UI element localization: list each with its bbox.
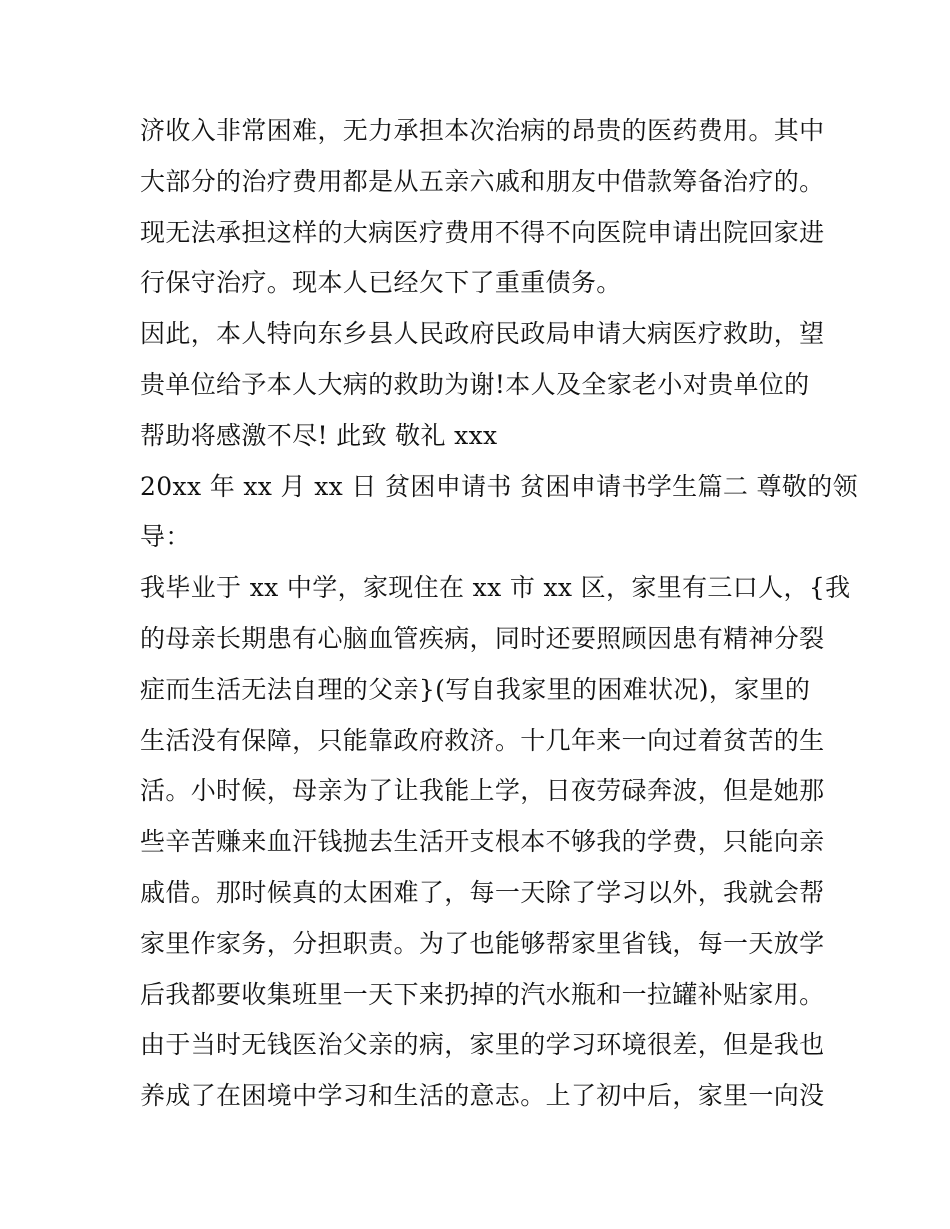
text-line: 些辛苦赚来血汗钱抛去生活开支根本不够我的学费，只能向亲 [140, 827, 825, 857]
text-line: 济收入非常困难，无力承担本次治病的昂贵的医药费用。其中 [140, 116, 825, 145]
text-line: 20xx 年 xx 月 xx 日 贫困申请书 贫困申请书学生篇二 尊敬的领 [140, 471, 858, 501]
text-line: 贵单位给予本人大病的救助为谢!本人及全家老小对贵单位的 [140, 369, 810, 399]
text-line: 后我都要收集班里一天下来扔掉的汽水瓶和一拉罐补贴家用。 [140, 979, 825, 1009]
text-line: 的母亲长期患有心脑血管疾病，同时还要照顾因患有精神分裂 [140, 623, 825, 653]
text-line: 帮助将感激不尽! 此致 敬礼 xxx [140, 420, 498, 450]
text-line: 症而生活无法自理的父亲}(写自我家里的困难状况)，家里的 [140, 674, 811, 704]
text-line: 现无法承担这样的大病医疗费用不得不向医院申请出院回家进 [140, 217, 825, 247]
text-line: 行保守治疗。现本人已经欠下了重重债务。 [140, 268, 622, 298]
text-line: 戚借。那时候真的太困难了，每一天除了学习以外，我就会帮 [140, 877, 825, 907]
document-body [140, 106, 858, 1122]
text-line: 家里作家务，分担职责。为了也能够帮家里省钱，每一天放学 [140, 928, 825, 958]
text-line: 导： [140, 522, 191, 552]
text-line: 由于当时无钱医治父亲的病，家里的学习环境很差，但是我也 [140, 1030, 825, 1060]
text-line: 生活没有保障，只能靠政府救济。十几年来一向过着贫苦的生 [140, 725, 825, 755]
text-line: 养成了在困境中学习和生活的意志。上了初中后，家里一向没 [140, 1081, 825, 1111]
text-line: 我毕业于 xx 中学，家现住在 xx 市 xx 区，家里有三口人，{我 [140, 573, 851, 603]
text-line: 因此，本人特向东乡县人民政府民政局申请大病医疗救助，望 [140, 319, 825, 349]
text-line: 大部分的治疗费用都是从五亲六戚和朋友中借款筹备治疗的。 [140, 166, 825, 196]
text-line: 活。小时候，母亲为了让我能上学，日夜劳碌奔波，但是她那 [140, 776, 825, 806]
